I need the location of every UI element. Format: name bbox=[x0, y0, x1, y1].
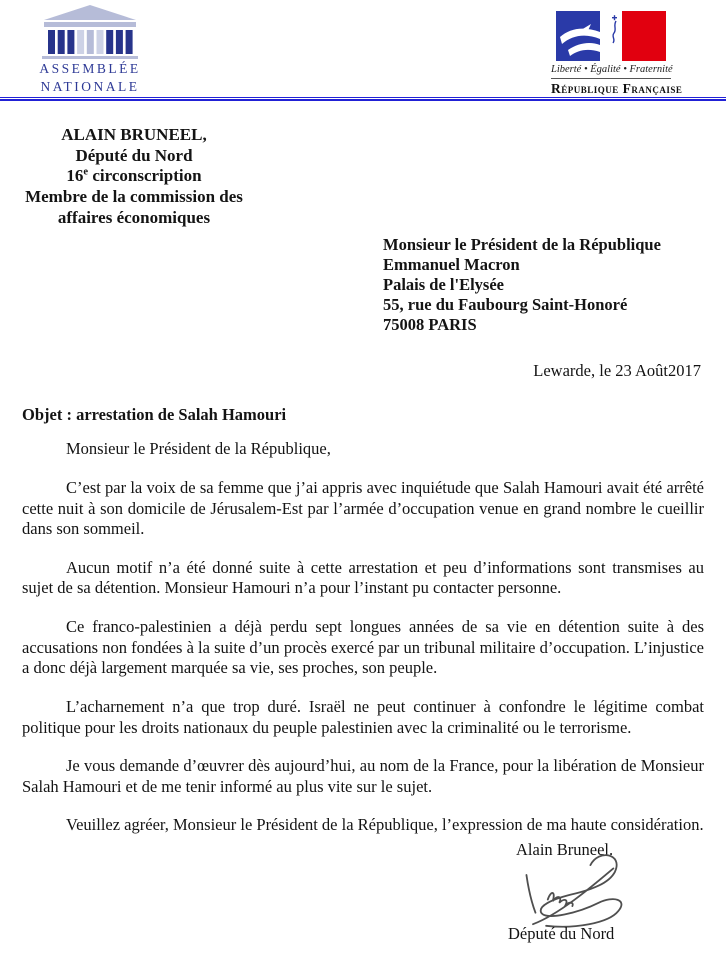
recipient-line: 55, rue du Faubourg Saint-Honoré bbox=[383, 295, 628, 315]
assemblee-nationale-logo bbox=[28, 5, 152, 95]
subject-line: Objet : arrestation de Salah Hamouri bbox=[22, 405, 287, 425]
handwritten-signature-icon bbox=[488, 852, 688, 934]
letterhead bbox=[0, 0, 726, 97]
sender-district: 16e circonscription bbox=[66, 166, 202, 186]
republique-francaise-logo bbox=[551, 11, 683, 97]
closing-formula: Veuillez agréer, Monsieur le Président de la République, l’expression de ma haute considération. bbox=[66, 815, 704, 835]
recipient-block bbox=[383, 235, 726, 336]
sender-role: Député du Nord bbox=[75, 145, 193, 165]
sender-commission-line1: Membre de la commission des bbox=[25, 187, 243, 207]
letter-body bbox=[22, 439, 704, 836]
marianne-flag-icon bbox=[551, 11, 671, 61]
assemblee-nationale-label-line1: ASSEMBLÉE bbox=[39, 61, 141, 76]
signature-name: Alain Bruneel. bbox=[516, 840, 614, 859]
header-divider bbox=[0, 97, 726, 101]
body-paragraph: Je vous demande d’œuvrer dès aujourd’hui, au nom de la France, pour la libération de Monsieur Salah Hamouri et de me tenir informé au plus vite sur le sujet. bbox=[22, 756, 704, 796]
republique-name: République Française bbox=[551, 81, 683, 96]
signature-block bbox=[488, 840, 688, 944]
recipient-line: Emmanuel Macron bbox=[383, 254, 520, 274]
body-paragraph: Ce franco-palestinien a déjà perdu sept longues années de sa vie en détention suite à des accusations non fondées à la suite d’un procès exercé par un tribunal militaire d’occupation. L’injustice a donc déjà largement marquée sa vie, ses proches, son peuple. bbox=[22, 617, 704, 678]
sender-block bbox=[0, 125, 268, 229]
recipient-line: 75008 PARIS bbox=[383, 315, 477, 335]
recipient-line: Palais de l'Elysée bbox=[383, 274, 504, 294]
body-paragraph: Aucun motif n’a été donné suite à cette arrestation et peu d’informations sont transmises au sujet de sa détention. Monsieur Hamouri n’a pour l’instant pu contacter personne. bbox=[22, 557, 704, 598]
body-paragraph: C’est par la voix de sa femme que j’ai appris avec inquiétude que Salah Hamouri avait été arrêté cette nuit à son domicile de Jérusalem-Est par l’armée d’occupation venue en grand nombre le cueillir dans son sommeil. bbox=[22, 477, 704, 539]
signature-role: Député du Nord bbox=[508, 924, 615, 943]
recipient-line: Monsieur le Président de la République bbox=[383, 234, 661, 254]
assemblee-nationale-label-line2: NATIONALE bbox=[40, 78, 140, 94]
assemblee-nationale-building-icon bbox=[28, 5, 152, 59]
republique-motto: Liberté • Égalité • Fraternité bbox=[551, 64, 671, 79]
body-paragraph: L’acharnement n’a que trop duré. Israël ne peut continuer à confondre le légitime combat politique pour les droits nationaux du peuple palestinien avec la criminalité ou le terrorisme. bbox=[22, 696, 704, 737]
sender-name: ALAIN BRUNEEL, bbox=[61, 125, 207, 144]
sender-commission-line2: affaires économiques bbox=[57, 207, 211, 227]
salutation: Monsieur le Président de la République, bbox=[66, 439, 331, 459]
dateline: Lewarde, le 23 Août2017 bbox=[533, 361, 701, 381]
